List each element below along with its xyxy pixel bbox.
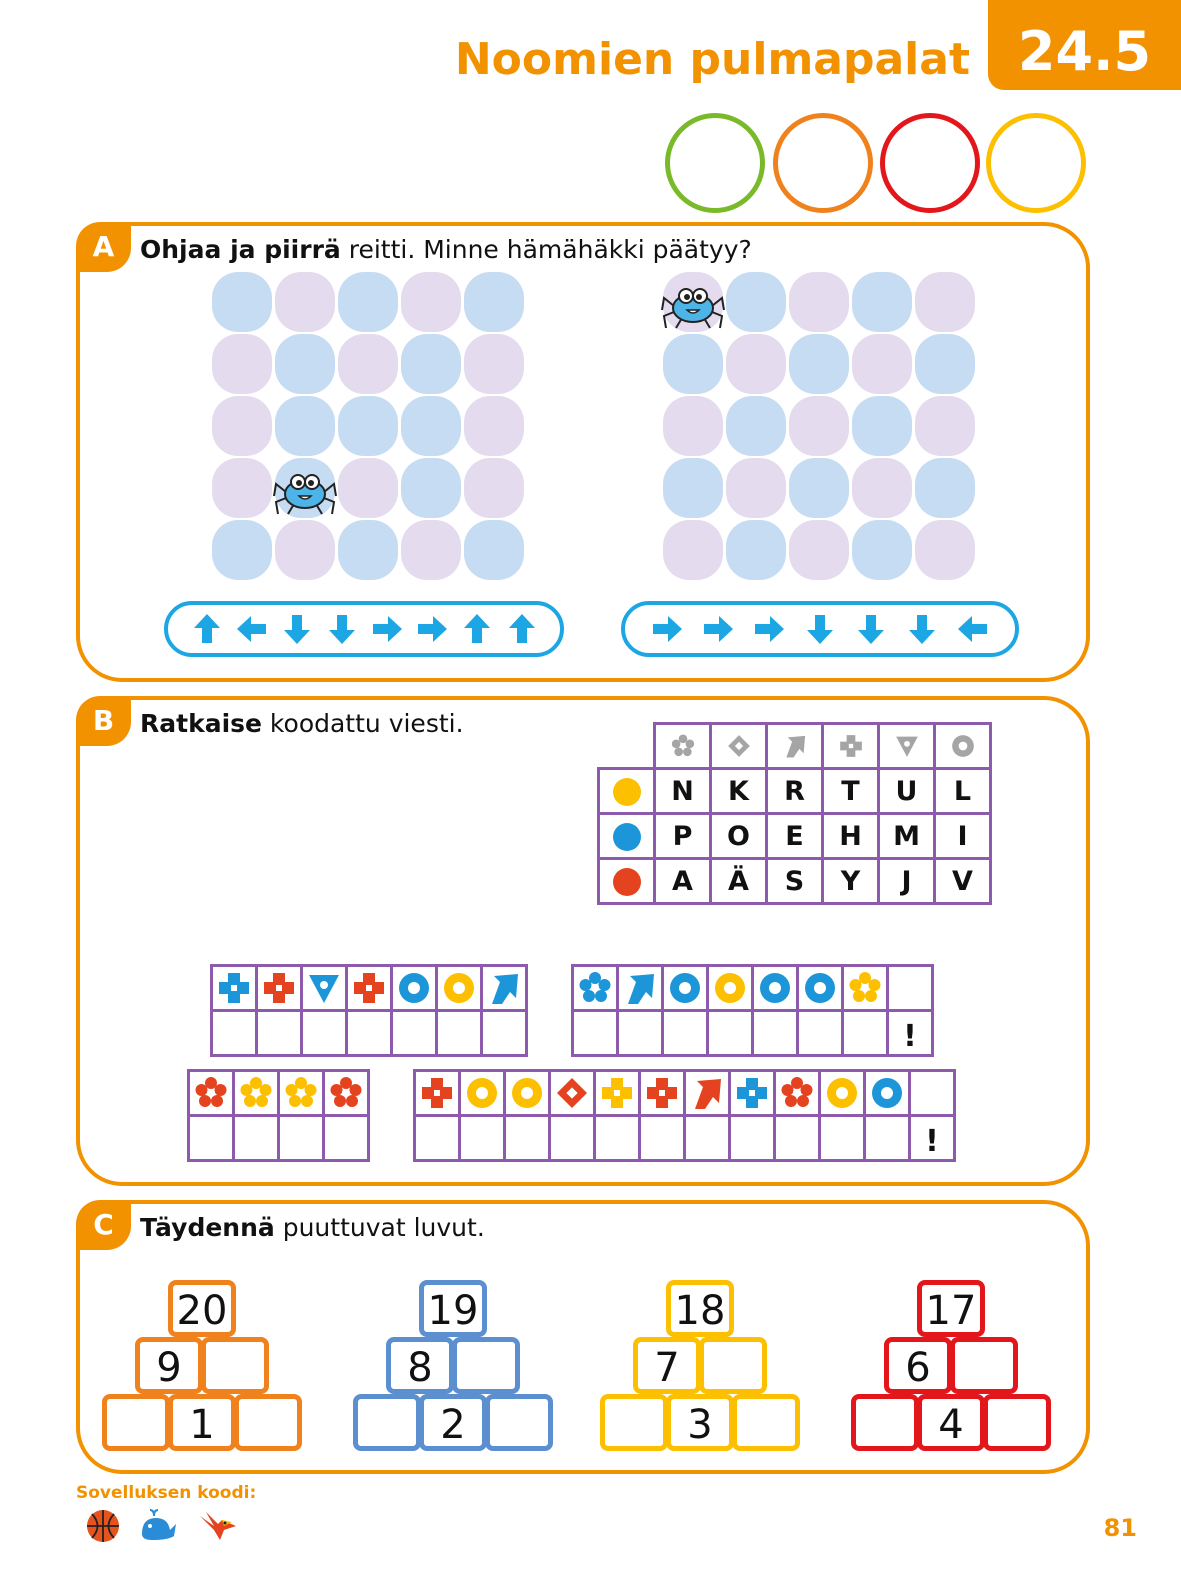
spider-icon (660, 276, 726, 332)
grid-cell[interactable] (663, 458, 723, 518)
grid-cell[interactable] (212, 272, 272, 332)
coded-message-4[interactable] (413, 1069, 956, 1162)
grid-cell[interactable] (915, 334, 975, 394)
arrow-right-icon (414, 611, 450, 647)
pyramid-blank-box[interactable] (234, 1394, 302, 1451)
exclamation-mark: ! (888, 1011, 933, 1056)
section-a-instruction (140, 233, 752, 267)
arrow-down-icon (853, 611, 889, 647)
answer-box[interactable] (865, 1116, 910, 1161)
grid-cell[interactable] (275, 334, 335, 394)
pyramid-number: 17 (917, 1280, 985, 1337)
grid-cell[interactable] (663, 520, 723, 580)
pyramid-number: 3 (666, 1394, 734, 1451)
arrow-sequence-right (621, 601, 1019, 657)
answer-box[interactable] (595, 1116, 640, 1161)
answer-box[interactable] (685, 1116, 730, 1161)
cipher-letter: I (935, 814, 991, 859)
answer-box[interactable] (257, 1011, 302, 1056)
triangle-blue-icon (302, 966, 347, 1011)
answer-box[interactable] (753, 1011, 798, 1056)
arrow-down-icon (279, 611, 315, 647)
ring-blue-icon (663, 966, 708, 1011)
ring-yellow-icon (708, 966, 753, 1011)
diamond-icon (711, 724, 767, 769)
grid-cell[interactable] (338, 272, 398, 332)
ring-blue-icon (753, 966, 798, 1011)
color-dot-icon (599, 769, 655, 814)
grid-cell[interactable] (338, 520, 398, 580)
grid-cell[interactable] (852, 272, 912, 332)
grid-cell[interactable] (852, 458, 912, 518)
pyramid-blank-box[interactable] (950, 1337, 1018, 1394)
answer-box[interactable] (618, 1011, 663, 1056)
grid-cell[interactable] (212, 334, 272, 394)
grid-cell[interactable] (726, 458, 786, 518)
flower-yellow-icon (234, 1071, 279, 1116)
rating-ring-green[interactable] (665, 113, 765, 213)
plus-icon (823, 724, 879, 769)
ring-yellow-icon (820, 1071, 865, 1116)
section-c-letter: C (76, 1200, 131, 1250)
answer-box[interactable] (663, 1011, 708, 1056)
arrow-right-icon (649, 611, 685, 647)
cipher-letter: H (823, 814, 879, 859)
answer-box[interactable] (505, 1116, 550, 1161)
pyramid-number: 6 (884, 1337, 952, 1394)
cipher-key-table (597, 722, 992, 905)
pyramid-blank-box[interactable] (699, 1337, 767, 1394)
flower-yellow-icon (279, 1071, 324, 1116)
instruction-bold: Täydennä (140, 1213, 275, 1242)
chapter-code: 24.5 (988, 0, 1181, 90)
grid-cell[interactable] (726, 396, 786, 456)
flower-red-icon (324, 1071, 369, 1116)
answer-box[interactable] (482, 1011, 527, 1056)
arrow-up-icon (189, 611, 225, 647)
plus-yellow-icon (595, 1071, 640, 1116)
ring-icon (935, 724, 991, 769)
coded-message-1[interactable] (210, 964, 528, 1057)
answer-box[interactable] (347, 1011, 392, 1056)
ring-blue-icon (865, 1071, 910, 1116)
grid-cell[interactable] (663, 396, 723, 456)
answer-box[interactable] (302, 1011, 347, 1056)
color-dot-icon (599, 859, 655, 904)
grid-cell[interactable] (852, 396, 912, 456)
answer-box[interactable] (189, 1116, 234, 1161)
arrow-sequence-left (164, 601, 564, 657)
grid-cell[interactable] (212, 396, 272, 456)
route-grid-right[interactable] (663, 272, 975, 580)
cipher-letter: R (767, 769, 823, 814)
plus-red-icon (257, 966, 302, 1011)
grid-cell[interactable] (401, 334, 461, 394)
rating-ring-yellow[interactable] (986, 113, 1086, 213)
basketball-icon (85, 1508, 121, 1544)
whale-icon (138, 1508, 178, 1544)
answer-box[interactable] (775, 1116, 820, 1161)
cipher-letter: T (823, 769, 879, 814)
pyramid-blank-box[interactable] (201, 1337, 269, 1394)
grid-cell[interactable] (663, 334, 723, 394)
arrow-right-icon (751, 611, 787, 647)
answer-box[interactable] (460, 1116, 505, 1161)
arrow-up-icon (504, 611, 540, 647)
ring-yellow-icon (460, 1071, 505, 1116)
ring-yellow-icon (505, 1071, 550, 1116)
pyramid-blank-box[interactable] (600, 1394, 668, 1451)
grid-cell[interactable] (915, 458, 975, 518)
grid-cell[interactable] (915, 272, 975, 332)
number-pyramid (353, 1280, 553, 1450)
pyramid-blank-box[interactable] (452, 1337, 520, 1394)
answer-box[interactable] (234, 1116, 279, 1161)
grid-cell[interactable] (338, 458, 398, 518)
empty-symbol-cell (888, 966, 933, 1011)
cipher-letter: E (767, 814, 823, 859)
pyramid-number: 2 (419, 1394, 487, 1451)
cipher-letter: U (879, 769, 935, 814)
number-pyramid (102, 1280, 302, 1450)
section-b-letter: B (76, 696, 131, 746)
pyramid-number: 19 (419, 1280, 487, 1337)
arrow-down-icon (904, 611, 940, 647)
grid-cell[interactable] (464, 334, 524, 394)
grid-cell[interactable] (915, 396, 975, 456)
answer-box[interactable] (279, 1116, 324, 1161)
flower-icon (655, 724, 711, 769)
grid-cell[interactable] (212, 520, 272, 580)
grid-cell[interactable] (275, 520, 335, 580)
pyramid-number: 8 (386, 1337, 454, 1394)
diamond-red-icon (550, 1071, 595, 1116)
cipher-letter: P (655, 814, 711, 859)
instruction-text: reitti. Minne hämähäkki päätyy? (340, 235, 752, 264)
ring-yellow-icon (437, 966, 482, 1011)
grid-cell[interactable] (212, 458, 272, 518)
grid-cell[interactable] (726, 520, 786, 580)
arrow-red-icon (685, 1071, 730, 1116)
grid-cell[interactable] (789, 396, 849, 456)
page-title: Noomien pulmapalat (454, 34, 970, 85)
coded-message-3[interactable] (187, 1069, 370, 1162)
cipher-letter: M (879, 814, 935, 859)
grid-cell[interactable] (852, 520, 912, 580)
pyramid-number: 7 (633, 1337, 701, 1394)
triangle-icon (879, 724, 935, 769)
answer-box[interactable] (324, 1116, 369, 1161)
answer-box[interactable] (820, 1116, 865, 1161)
pyramid-number: 4 (917, 1394, 985, 1451)
instruction-text: puuttuvat luvut. (274, 1213, 485, 1242)
pyramid-blank-box[interactable] (485, 1394, 553, 1451)
grid-cell[interactable] (789, 520, 849, 580)
color-dot-icon (599, 814, 655, 859)
flower-red-icon (189, 1071, 234, 1116)
cipher-letter: S (767, 859, 823, 904)
grid-cell[interactable] (401, 396, 461, 456)
section-c-instruction (140, 1211, 485, 1245)
grid-cell[interactable] (401, 458, 461, 518)
route-grid-left[interactable] (212, 272, 524, 580)
grid-cell[interactable] (464, 396, 524, 456)
arrow-left-icon (955, 611, 991, 647)
number-pyramid (851, 1280, 1051, 1450)
grid-cell[interactable] (464, 520, 524, 580)
instruction-text: koodattu viesti. (261, 709, 464, 738)
cipher-letter: N (655, 769, 711, 814)
pyramid-blank-box[interactable] (851, 1394, 919, 1451)
plus-red-icon (640, 1071, 685, 1116)
rating-ring-red[interactable] (880, 113, 980, 213)
flower-blue-icon (573, 966, 618, 1011)
arrow-blue-icon (618, 966, 663, 1011)
answer-box[interactable] (392, 1011, 437, 1056)
grid-cell[interactable] (789, 272, 849, 332)
instruction-bold: Ohjaa ja piirrä (140, 235, 341, 264)
section-a-letter: A (76, 222, 131, 272)
grid-cell[interactable] (726, 334, 786, 394)
coded-message-2[interactable] (571, 964, 934, 1057)
cipher-letter: K (711, 769, 767, 814)
instruction-bold: Ratkaise (140, 709, 262, 738)
arrow-blue-icon (482, 966, 527, 1011)
answer-box[interactable] (640, 1116, 685, 1161)
pyramid-number: 9 (135, 1337, 203, 1394)
number-pyramid (600, 1280, 800, 1450)
arrow-right-icon (700, 611, 736, 647)
page-number: 81 (1103, 1514, 1137, 1542)
answer-box[interactable] (573, 1011, 618, 1056)
answer-box[interactable] (437, 1011, 482, 1056)
flower-red-icon (775, 1071, 820, 1116)
cipher-letter: J (879, 859, 935, 904)
cipher-letter: Y (823, 859, 879, 904)
pyramid-blank-box[interactable] (102, 1394, 170, 1451)
grid-cell[interactable] (464, 458, 524, 518)
grid-cell[interactable] (275, 272, 335, 332)
answer-box[interactable] (415, 1116, 460, 1161)
pyramid-blank-box[interactable] (983, 1394, 1051, 1451)
section-b-instruction (140, 707, 464, 741)
arrow-right-icon (369, 611, 405, 647)
answer-box[interactable] (212, 1011, 257, 1056)
cipher-letter: O (711, 814, 767, 859)
plus-blue-icon (730, 1071, 775, 1116)
spider-icon (272, 462, 338, 518)
bird-icon (196, 1508, 238, 1544)
exclamation-mark: ! (910, 1116, 955, 1161)
pyramid-number: 1 (168, 1394, 236, 1451)
pyramid-blank-box[interactable] (353, 1394, 421, 1451)
answer-box[interactable] (708, 1011, 753, 1056)
pyramid-number: 18 (666, 1280, 734, 1337)
cipher-letter: Ä (711, 859, 767, 904)
cipher-letter: A (655, 859, 711, 904)
grid-cell[interactable] (401, 272, 461, 332)
cipher-letter: V (935, 859, 991, 904)
empty-symbol-cell (910, 1071, 955, 1116)
cipher-letter: L (935, 769, 991, 814)
grid-cell[interactable] (338, 396, 398, 456)
arrow-shape-icon (767, 724, 823, 769)
arrow-up-icon (459, 611, 495, 647)
grid-cell[interactable] (789, 458, 849, 518)
grid-cell[interactable] (275, 396, 335, 456)
answer-box[interactable] (730, 1116, 775, 1161)
grid-cell[interactable] (726, 272, 786, 332)
pyramid-number: 20 (168, 1280, 236, 1337)
arrow-down-icon (324, 611, 360, 647)
plus-red-icon (347, 966, 392, 1011)
arrow-left-icon (234, 611, 270, 647)
grid-cell[interactable] (464, 272, 524, 332)
flower-yellow-icon (843, 966, 888, 1011)
grid-cell[interactable] (915, 520, 975, 580)
answer-box[interactable] (843, 1011, 888, 1056)
pyramid-blank-box[interactable] (732, 1394, 800, 1451)
plus-red-icon (415, 1071, 460, 1116)
answer-box[interactable] (550, 1116, 595, 1161)
rating-ring-orange[interactable] (773, 113, 873, 213)
grid-cell[interactable] (338, 334, 398, 394)
answer-box[interactable] (798, 1011, 843, 1056)
ring-blue-icon (392, 966, 437, 1011)
grid-cell[interactable] (852, 334, 912, 394)
arrow-down-icon (802, 611, 838, 647)
app-code-label: Sovelluksen koodi: (76, 1483, 257, 1503)
grid-cell[interactable] (789, 334, 849, 394)
grid-cell[interactable] (401, 520, 461, 580)
plus-blue-icon (212, 966, 257, 1011)
ring-blue-icon (798, 966, 843, 1011)
